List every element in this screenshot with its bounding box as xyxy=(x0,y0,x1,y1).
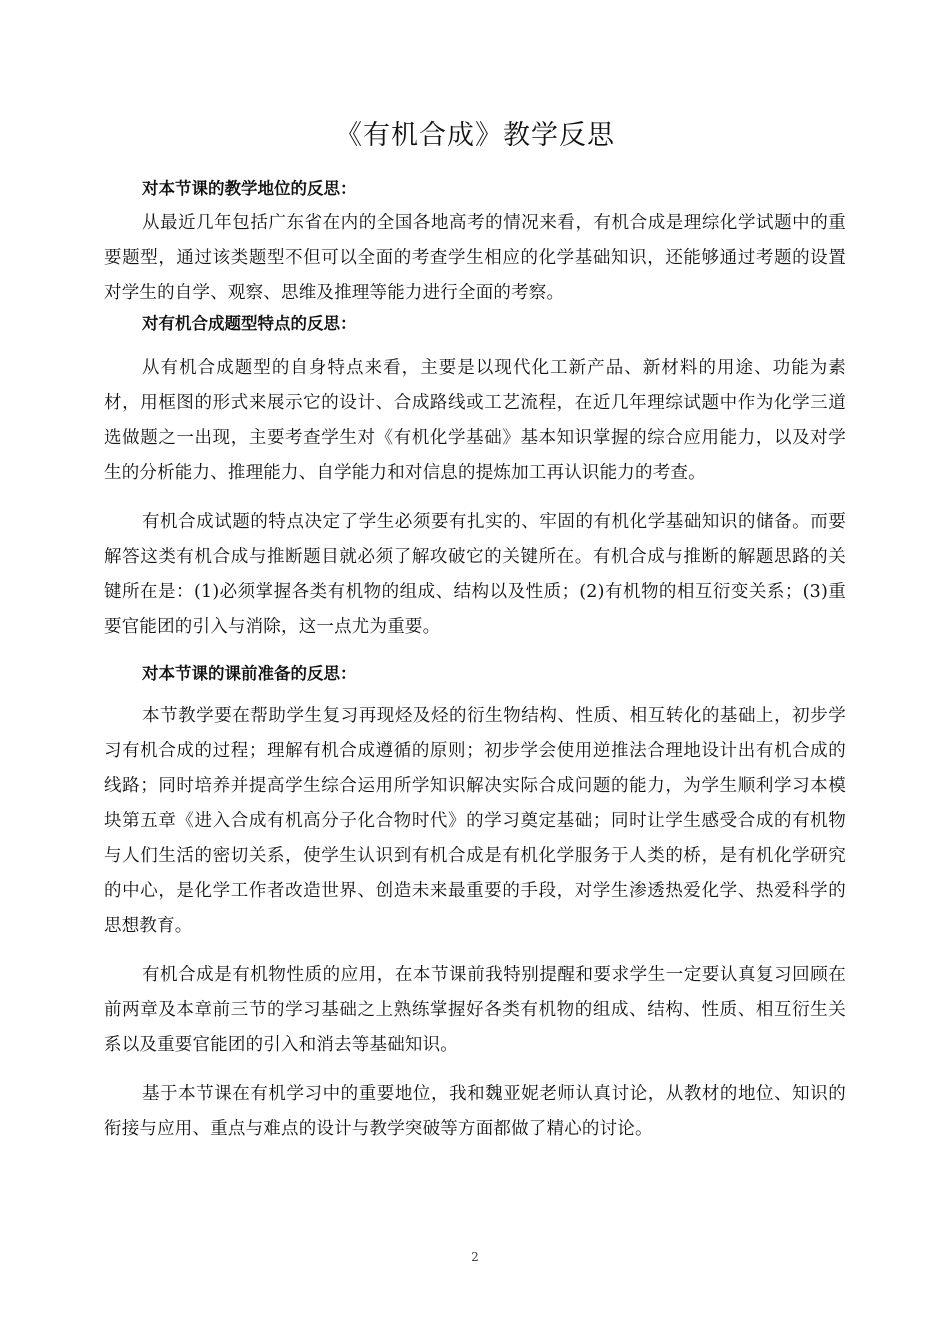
paragraph: 本节教学要在帮助学生复习再现烃及烃的衍生物结构、性质、相互转化的基础上，初步学习有机合成的过程；理解有机合成遵循的原则；初步学会使用逆推法合理地设计出有机合成的线路；同时培养并提高学生综合运用所学知识解决实际合成问题的能力，为学生顺利学习本模块第五章《进入合成有机高分子化合物时代》的学习奠定基础；同时让学生感受合成的有机物与人们生活的密切关系，使学生认识到有机合成是有机化学服务于人类的桥，是有机化学研究的中心，是化学工作者改造世界、创造未来最重要的手段，对学生渗透热爱化学、热爱科学的思想教育。 xyxy=(104,706,846,936)
section-heading-question-features: 对有机合成题型特点的反思： xyxy=(142,314,357,333)
paragraph: 从最近几年包括广东省在内的全国各地高考的情况来看，有机合成是理综化学试题中的重要题型，通过该类题型不但可以全面的考查学生相应的化学基础知识，还能够通过考题的设置对学生的自学、观察、思维及推理等能力进行全面的考察。 xyxy=(104,213,846,303)
section-heading-teaching-status: 对本节课的教学地位的反思： xyxy=(142,179,357,198)
paragraph: 从有机合成题型的自身特点来看，主要是以现代化工新产品、新材料的用途、功能为素材，用框图的形式来展示它的设计、合成路线或工艺流程，在近几年理综试题中作为化学三道选做题之一出现，主要考查学生对《有机化学基础》基本知识掌握的综合应用能力，以及对学生的分析能力、推理能力、自学能力和对信息的提炼加工再认识能力的考查。 xyxy=(104,358,846,483)
document-title: 《有机合成》教学反思 xyxy=(335,120,615,151)
section-heading-lesson-preparation: 对本节课的课前准备的反思： xyxy=(142,664,357,683)
page-number: 2 xyxy=(471,1250,479,1264)
paragraph: 有机合成试题的特点决定了学生必须要有扎实的、牢固的有机化学基础知识的储备。而要解答这类有机合成与推断题目就必须了解攻破它的关键所在。有机合成与推断的解题思路的关键所在是：(1)必须掌握各类有机物的组成、结构以及性质；(2)有机物的相互衍变关系；(3)重要官能团的引入与消除，这一点尤为重要。 xyxy=(104,512,846,637)
paragraph: 基于本节课在有机学习中的重要地位，我和魏亚妮老师认真讨论，从教材的地位、知识的衔接与应用、重点与难点的设计与教学突破等方面都做了精心的讨论。 xyxy=(104,1084,846,1139)
paragraph: 有机合成是有机物性质的应用，在本节课前我特别提醒和要求学生一定要认真复习回顾在前两章及本章前三节的学习基础之上熟练掌握好各类有机物的组成、结构、性质、相互衍生关系以及重要官能团的引入和消去等基础知识。 xyxy=(104,965,846,1055)
document-body xyxy=(104,176,846,1147)
